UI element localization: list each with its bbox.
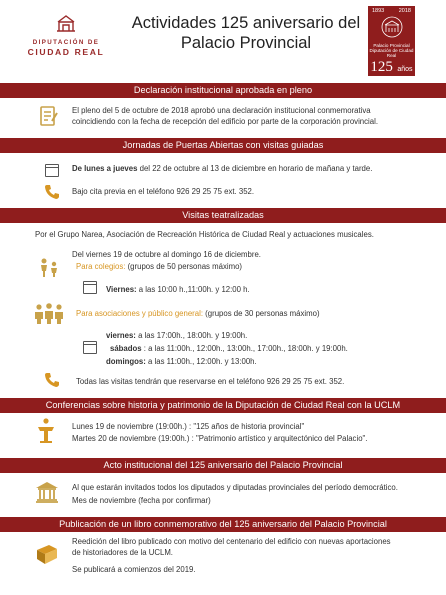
palace-emblem-icon: [55, 14, 77, 32]
section-bar-theatrical-visits: Visitas teatralizadas: [0, 208, 446, 223]
open-days-dates: [72, 164, 372, 175]
publication-line-3: Se publicará a comienzos del 2019.: [72, 565, 196, 574]
logo-line-2: CIUDAD REAL: [27, 47, 105, 57]
schools-group-size: (grupos de 50 personas máximo): [125, 262, 242, 271]
schools-label: Para colegios:: [76, 262, 126, 271]
theatrical-reservation: Todas las visitas tendrán que reservarse en el teléfono 926 29 25 75 ext. 352.: [76, 377, 345, 386]
institutional-line-1: Al que estarán invitados todos los diputados y diputadas provinciales del período democrático.: [72, 483, 398, 492]
badge-number: 125: [370, 59, 393, 75]
open-days-phone: Bajo cita previa en el teléfono 926 29 25 75 ext. 352.: [72, 187, 255, 196]
declaration-line-2: coincidiendo con la fecha de recepción del edificio por parte de la corporación provincial.: [72, 117, 378, 126]
schools-times: a las 10:00 h.,11:00h. y 12:00 h.: [136, 285, 250, 294]
institutional-line-2: Mes de noviembre (fecha por confirmar): [72, 496, 211, 505]
group-icon: [34, 303, 64, 325]
calendar-icon: [45, 164, 59, 177]
open-days-weekdays: De lunes a jueves: [72, 164, 138, 173]
anniversary-badge: [368, 6, 415, 76]
title-line-1: Actividades 125 aniversario del: [131, 14, 361, 32]
associations-label: Para asociaciones y público general:: [76, 309, 203, 318]
sunday-label: domingos:: [106, 357, 146, 366]
friday-label: viernes:: [106, 331, 136, 340]
associations-line: [76, 309, 320, 320]
sunday-times: a las 11:00h., 12:00h. y 13:00h.: [145, 357, 257, 366]
publication-line-2: de historiadores de la UCLM.: [72, 548, 173, 557]
schools-schedule: [106, 285, 250, 296]
conference-line-2: Martes 20 de noviembre (19:00h.) : "Patrimonio artístico y arquitectónico del Palacio".: [72, 434, 368, 443]
badge-years-word: años: [397, 66, 413, 73]
section-bar-open-days: Jornadas de Puertas Abiertas con visitas guiadas: [0, 138, 446, 153]
institution-icon: [35, 481, 59, 503]
section-bar-institutional-act: Acto institucional del 125 aniversario del Palacio Provincial: [0, 458, 446, 473]
book-icon: [35, 544, 59, 566]
badge-caption: Palacio Provincial Diputación de Ciudad Real: [369, 43, 414, 58]
palace-facade-icon: [380, 16, 404, 38]
sunday-schedule: [106, 357, 257, 368]
declaration-line-1: El pleno del 5 de octubre de 2018 aprobó una declaración institucional conmemorativa: [72, 106, 371, 115]
document-pen-icon: [40, 105, 58, 127]
theatrical-period: Del viernes 19 de octubre al domingo 16 de diciembre.: [72, 250, 261, 259]
friday-schedule: [106, 331, 247, 342]
diputacion-logo: [22, 14, 110, 64]
calendar-icon: [83, 341, 97, 354]
section-bar-declaration: Declaración institucional aprobada en pleno: [0, 83, 446, 98]
header: [0, 0, 446, 80]
saturday-times: : a las 11:00h., 12:00h., 13:00h., 17:00h., 18:00h. y 19:00h.: [141, 344, 348, 353]
saturday-label: sábados: [110, 344, 142, 353]
title-line-2: Palacio Provincial: [180, 34, 312, 52]
section-bar-conferences: Conferencias sobre historia y patrimonio de la Diputación de Ciudad Real con la UCLM: [0, 398, 446, 413]
phone-icon: [44, 184, 60, 200]
theatrical-intro: Por el Grupo Narea, Asociación de Recreación Histórica de Ciudad Real y actuaciones musicales.: [35, 230, 374, 239]
saturday-schedule: [110, 344, 348, 355]
logo-line-1: DIPUTACIÓN DE: [32, 39, 100, 46]
calendar-icon: [83, 281, 97, 294]
section-bar-publication: Publicación de un libro conmemorativo del 125 aniversario del Palacio Provincial: [0, 517, 446, 532]
children-icon: [38, 258, 60, 278]
schools-day: Viernes:: [106, 285, 137, 294]
page-title: [130, 13, 362, 53]
friday-times: a las 17:00h., 18:00h. y 19:00h.: [135, 331, 248, 340]
badge-year-left: 1893: [372, 8, 385, 14]
lectern-icon: [36, 418, 56, 444]
conference-line-1: Lunes 19 de noviembre (19:00h.) : "125 años de historia provincial": [72, 422, 305, 431]
phone-icon: [44, 372, 60, 388]
open-days-period: del 22 de octubre al 13 de diciembre en horario de mañana y tarde.: [137, 164, 373, 173]
publication-line-1: Reedición del libro publicado con motivo del centenario del edificio con nuevas aportaciones: [72, 537, 391, 546]
schools-line: [76, 262, 242, 273]
associations-group-size: (grupos de 30 personas máximo): [203, 309, 320, 318]
badge-year-right: 2018: [398, 8, 411, 14]
